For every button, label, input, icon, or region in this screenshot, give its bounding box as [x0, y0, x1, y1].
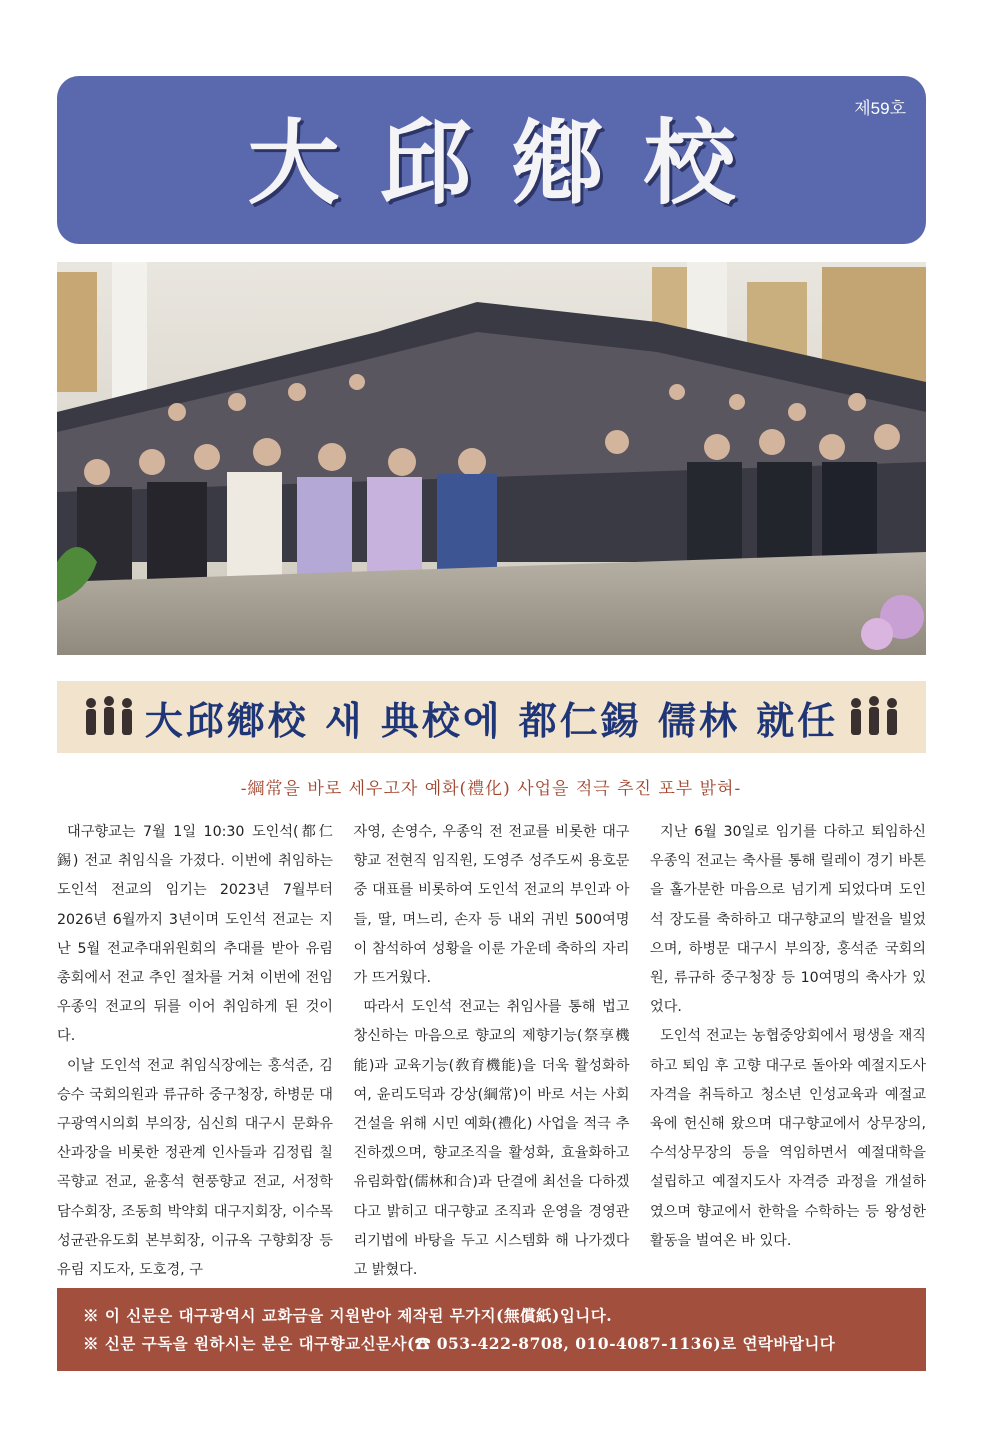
paragraph: 대구향교는 7월 1일 10:30 도인석(都仁錫) 전교 취임식을 가졌다. 이번에 취임하는 도인석 전교의 임기는 2023년 7월부터 2026년 6월까지 3년이며 도인석 전교는 지난 5월 전교추대위원회의 추대를 받아 유림총회에서 전교 추인 절차를 거쳐 이번에 전임 우종익 전교의 뒤를 이어 취임하게 된 것이다. [57, 824, 333, 1045]
ceremony-photo [57, 262, 926, 655]
paragraph: 자영, 손영수, 우종익 전 전교를 비롯한 대구향교 전현직 임직원, 도영주 성주도씨 용호문중 대표를 비롯하여 도인석 전교의 부인과 아들, 딸, 며느리, 손자 등 내외 귀빈 500여명이 참석하여 성황을 이룬 가운데 축하의 자리가 뜨거웠다. [353, 824, 630, 987]
headline-title: 大邱鄕校 새 典校에 都仁錫 儒林 就任 [144, 697, 839, 743]
scholars-ornament-icon [844, 691, 904, 743]
issue-number: 제59호 [854, 99, 906, 118]
paragraph: 따라서 도인석 전교는 취임사를 통해 법고창신하는 마음으로 향교의 제향기능(祭享機能)과 교육기능(敎育機能)을 더욱 활성화하여, 윤리도덕과 강상(綱常)이 바로 서는 사회 건설을 위해 시민 예화(禮化) 사업을 적극 추진하겠으며, 향교조직을 활성화, 효율화하고 유림화합(儒林和合)과 단결에 최선을 다하겠다고 밝히고 대구향교 조직과 운영을 경영관리기법에 바탕을 두고 시스템화 해 나가겠다고 밝혔다. [353, 999, 630, 1279]
newspaper-title: 大邱鄕校 [247, 109, 776, 217]
paragraph: 지난 6월 30일로 임기를 다하고 퇴임하신 우종익 전교는 축사를 통해 릴레이 경기 바톤을 홀가분한 마음으로 넘기게 되었다며 도인석 장도를 축하하고 대구향교의 발전을 빌었으며, 하병문 대구시 부의장, 홍석준 국회의원, 류규하 중구청장 등 10여명의 축사가 있었다. [650, 824, 926, 1016]
footer-notice [57, 1288, 926, 1371]
footer-notice-free-paper: ※ 이 신문은 대구광역시 교화금을 지원받아 제작된 무가지(無償紙)입니다. [83, 1306, 613, 1325]
masthead [57, 76, 926, 244]
article-column-3 [650, 818, 926, 1268]
subheadline: -綱常을 바로 세우고자 예화(禮化) 사업을 적극 추진 포부 밝혀- [240, 779, 742, 799]
article-column-2 [353, 818, 630, 1279]
paragraph: 이날 도인석 전교 취임식장에는 홍석준, 김승수 국회의원과 류규하 중구청장, 하병문 대구광역시의회 부의장, 심신희 대구시 문화유산과장을 비롯한 정관계 인사들과 김정립 칠곡향교 전교, 윤홍석 현풍향교 전교, 서정학 담수회장, 조동희 박약회 대구지회장, 이수목 성균관유도회 본부회장, 이규옥 구향회장 등 유림 지도자, 도호경, 구 [57, 1057, 333, 1279]
headline-banner [57, 681, 926, 753]
article-column-1 [57, 818, 333, 1279]
ceremony-photo-icon [57, 262, 926, 655]
paragraph: 도인석 전교는 농협중앙회에서 평생을 재직하고 퇴임 후 고향 대구로 돌아와 예절지도사 자격을 취득하고 청소년 인성교육과 예절교육에 헌신해 왔으며 대구향교에서 상무장의, 수석상무장의 등을 역임하면서 예절대학을 설립하고 예절지도사 자격증 과정을 개설하였으며 향교에서 한학을 수학하는 등 왕성한 활동을 벌여온 바 있다. [650, 1028, 926, 1249]
scholars-ornament-icon [79, 691, 139, 743]
footer-notice-subscription: ※ 신문 구독을 원하시는 분은 대구향교신문사(☎ 053-422-8708, 010-4087-1136)로 연락바랍니다 [83, 1334, 836, 1353]
article-body [57, 818, 926, 1279]
